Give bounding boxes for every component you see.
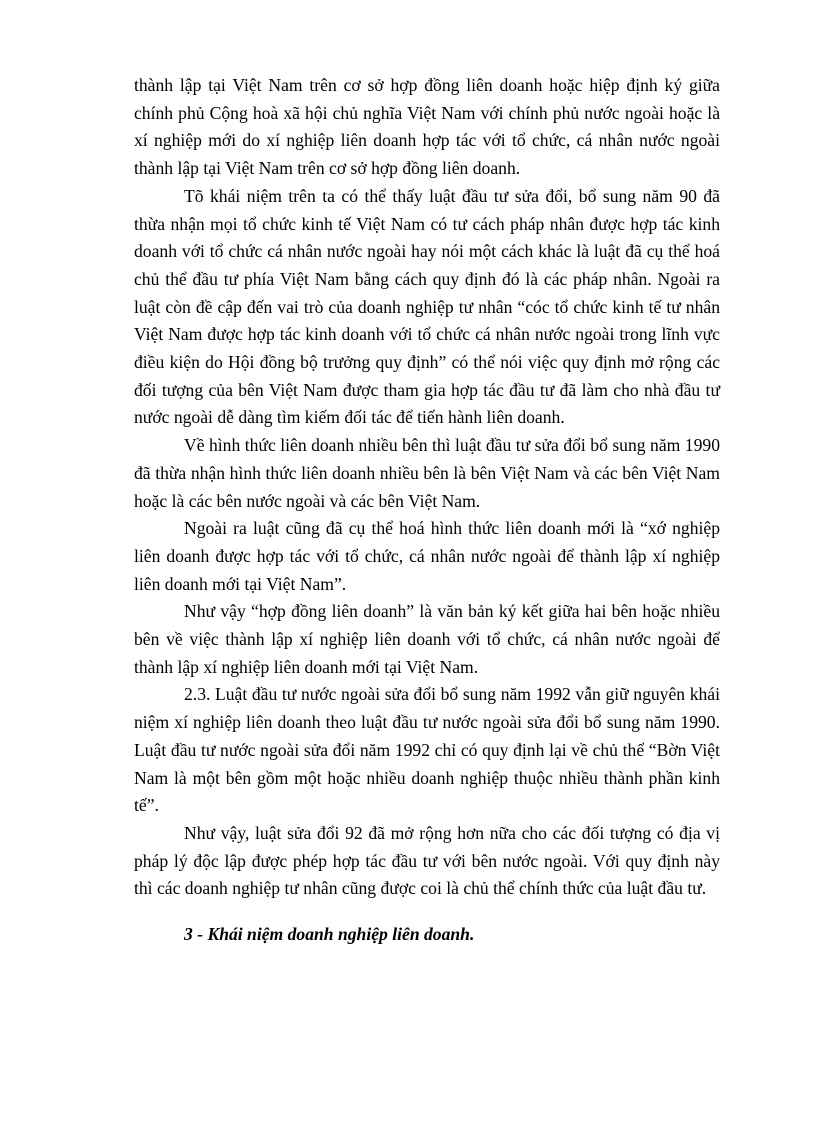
paragraph-joint-venture-contract: Như vậy “hợp đồng liên doanh” là văn bản ký kết giữa hai bên hoặc nhiều bên về việc thành lập xí nghiệp liên doanh với tổ chức, cá nhân nước ngoài để thành lập xí nghiệp liên doanh mới tại Việt Nam. bbox=[134, 601, 720, 677]
paragraph-multi-party-joint-venture: Về hình thức liên doanh nhiều bên thì luật đầu tư sửa đổi bổ sung năm 1990 đã thừa nhận hình thức liên doanh nhiều bên là bên Việt Nam và các bên Việt Nam hoặc là các bên nước ngoài và các bên Việt Nam. bbox=[134, 435, 720, 511]
paragraph-new-joint-venture-form: Ngoài ra luật cũng đã cụ thể hoá hình thức liên doanh mới là “xớ nghiệp liên doanh được hợp tác với tổ chức, cá nhân nước ngoài để thành lập xí nghiệp liên doanh mới tại Việt Nam”. bbox=[134, 518, 720, 594]
paragraph-concept-1990-amendment: Tõ khái niệm trên ta có thể thấy luật đầu tư sửa đổi, bổ sung năm 90 đã thừa nhận mọi tổ chức kinh tế Việt Nam có tư cách pháp nhân được hợp tác kinh doanh với tổ chức cá nhân nước ngoài hay nói một cách khác là luật đã cụ thể hoá chủ thể đầu tư phía Việt Nam bằng cách quy định đó là các pháp nhân. Ngoài ra luật còn đề cập đến vai trò của doanh nghiệp tư nhân “cóc tổ chức kinh tế tư nhân Việt Nam được hợp tác kinh doanh với tổ chức cá nhân nước ngoài trong lĩnh vực điều kiện do Hội đồng bộ trưởng quy định” có thể nói việc quy định mở rộng các đối tượng của bên Việt Nam được tham gia hợp tác đầu tư đã làm cho nhà đầu tư nước ngoài dễ dàng tìm kiếm đối tác để tiến hành liên doanh. bbox=[134, 185, 720, 428]
paragraph-continuation: thành lập tại Việt Nam trên cơ sở hợp đồng liên doanh hoặc hiệp định ký giữa chính phủ Cộng hoà xã hội chủ nghĩa Việt Nam với chính phủ nước ngoài hoặc là xí nghiệp mới do xí nghiệp liên doanh hợp tác với tổ chức, cá nhân nước ngoài thành lập tại Việt Nam trên cơ sở hợp đồng liên doanh. bbox=[134, 75, 720, 179]
paragraph-section-2-3: 2.3. Luật đầu tư nước ngoài sửa đổi bổ sung năm 1992 vẫn giữ nguyên khái niệm xí nghiệp liên doanh theo luật đầu tư nước ngoài sửa đổi bổ sung năm 1990. Luật đầu tư nước ngoài sửa đổi năm 1992 chỉ có quy định lại về chủ thể “Bờn Việt Nam là một bên gồm một hoặc nhiều doanh nghiệp thuộc nhiều thành phần kinh tế”. bbox=[134, 684, 720, 816]
section-heading: 3 - Khái niệm doanh nghiệp liên doanh. bbox=[184, 924, 475, 945]
paragraph-1992-amendment-scope: Như vậy, luật sửa đổi 92 đã mở rộng hơn nữa cho các đối tượng có địa vị pháp lý độc lập được phép hợp tác đầu tư với bên nước ngoài. Với quy định này thì các doanh nghiệp tư nhân cũng được coi là chủ thể chính thức của luật đầu tư. bbox=[134, 822, 720, 899]
page-content bbox=[134, 72, 720, 949]
